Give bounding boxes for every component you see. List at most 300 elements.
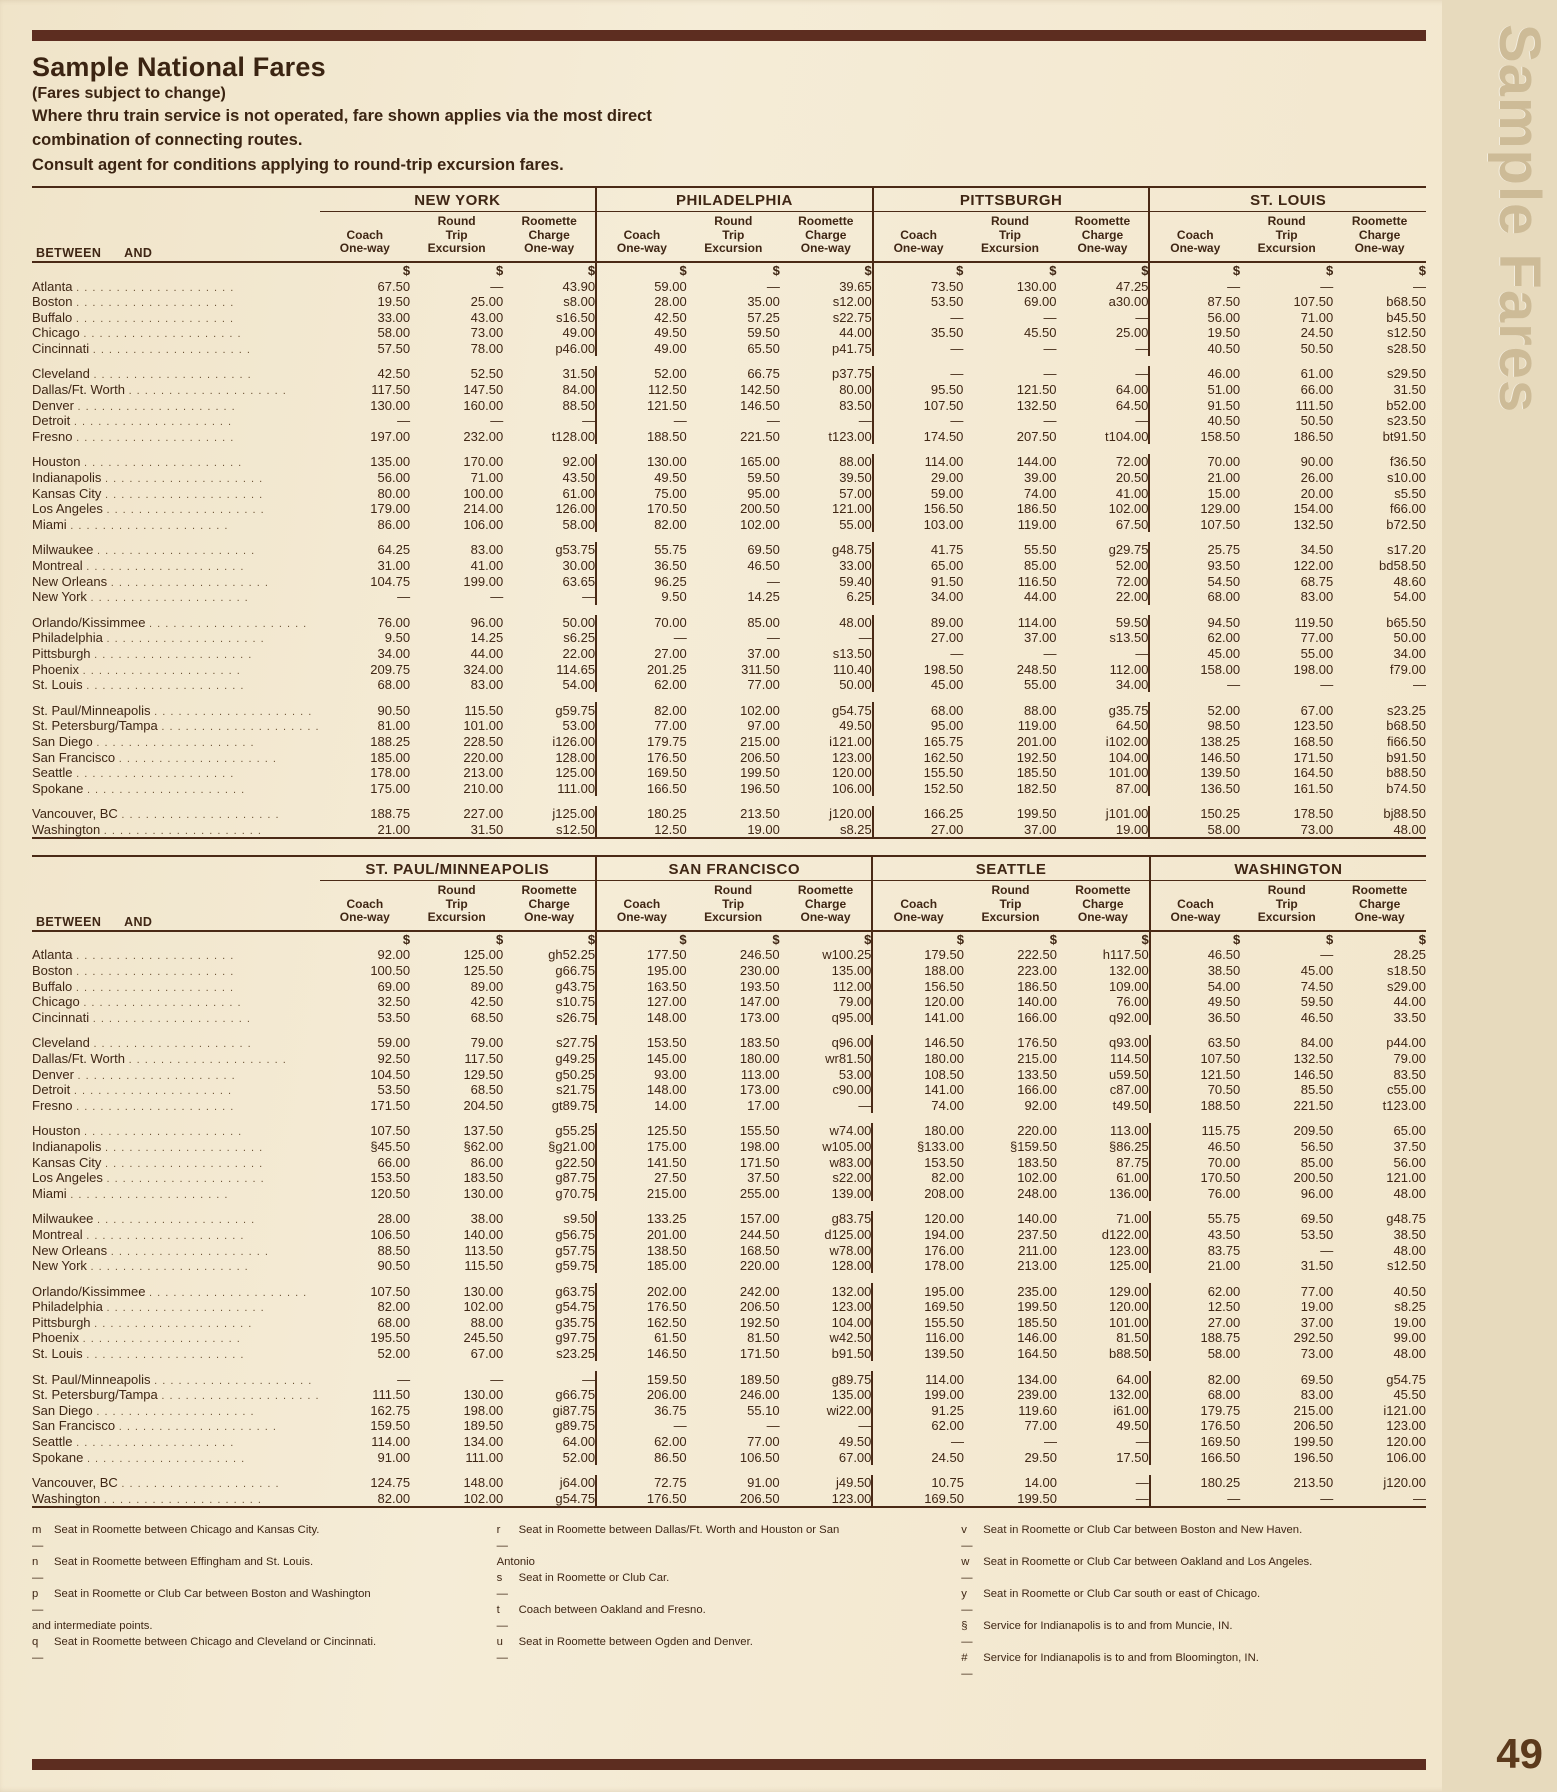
fare-cell: 166.25: [873, 806, 964, 822]
fare-cell: 232.00: [463, 428, 504, 444]
fare-cell: §159.50: [1009, 1138, 1057, 1154]
fare-cell: 161.50: [1293, 780, 1334, 796]
fare-cell: 67.00: [1300, 702, 1334, 718]
footnote-text: Service for Indianapolis is to and from Muncie, IN.: [983, 1620, 1233, 1633]
fare-cell: 59.50: [747, 325, 780, 341]
fare-cell: 64.50: [1115, 397, 1149, 413]
fare-cell: g63.75: [555, 1283, 596, 1299]
fare-cell: 136.00: [1108, 1185, 1149, 1201]
fare-cell: 19.00: [747, 821, 780, 837]
currency-symbol: $: [864, 262, 872, 278]
row-city: Cleveland . . . . . . . . . . . . . . . . . . . .: [32, 1035, 252, 1051]
fare-cell: g48.75: [831, 542, 872, 558]
footnote-continuation: and intermediate points.: [32, 1620, 153, 1633]
row-city: Seattle . . . . . . . . . . . . . . . . . . . .: [32, 765, 235, 781]
fare-cell: 31.50: [470, 821, 504, 837]
footnote-text: Service for Indianapolis is to and from Bloomington, IN.: [983, 1652, 1259, 1665]
fare-cell: 6.25: [846, 589, 872, 605]
currency-row: [32, 262, 1426, 279]
fare-cell: 51.00: [1149, 382, 1240, 398]
table-row: [32, 1170, 1426, 1186]
fare-cell: 45.50: [1023, 325, 1057, 341]
fare-cell: 153.50: [872, 1154, 964, 1170]
fare-cell: w83.00: [829, 1154, 872, 1170]
fare-cell: 171.50: [1293, 749, 1334, 765]
fare-cell: 77.00: [1300, 630, 1334, 646]
fare-cell: —: [1135, 645, 1149, 661]
fare-cell: 95.50: [873, 382, 964, 398]
fare-cell: 82.00: [872, 1170, 964, 1186]
fare-cell: 129.00: [1149, 501, 1240, 517]
fare-cell: g43.75: [555, 978, 596, 994]
fare-cell: g35.75: [555, 1314, 596, 1330]
table-row: [32, 397, 1426, 413]
fare-cell: b65.50: [1386, 614, 1426, 630]
fare-cell: 209.50: [1293, 1123, 1334, 1139]
fare-cell: 28.00: [596, 294, 687, 310]
fare-cell: 50.00: [839, 677, 872, 693]
fare-cell: 57.50: [377, 340, 411, 356]
row-spacer: [32, 444, 1426, 454]
fare-cell: s8.00: [563, 294, 596, 310]
fare-cell: 179.75: [596, 734, 687, 750]
fare-cell: —: [1413, 677, 1426, 693]
fare-cell: 68.75: [1300, 573, 1334, 589]
row-city: Miami . . . . . . . . . . . . . . . . . . . .: [32, 1185, 229, 1201]
table-row: [32, 1346, 1426, 1362]
col-roomette-1: Roomette Charge One-way: [521, 214, 577, 256]
fare-cell: 199.50: [1293, 1434, 1334, 1450]
fare-cell: 148.00: [596, 1010, 687, 1026]
fare-cell: 140.00: [1017, 994, 1057, 1010]
fare-cell: w42.50: [829, 1330, 872, 1346]
page-number: 49: [1496, 1730, 1543, 1777]
fare-cell: 103.00: [873, 517, 964, 533]
fare-cell: 112.00: [1109, 661, 1149, 677]
fare-cell: 108.50: [872, 1066, 964, 1082]
fare-cell: 96.25: [596, 573, 687, 589]
fare-cell: s16.50: [556, 309, 596, 325]
footnote-text: Seat in Roomette or Club Car.: [518, 1572, 670, 1585]
fare-cell: 77.00: [596, 718, 687, 734]
footnote-column-3: [961, 1522, 1426, 1682]
row-city: Vancouver, BC . . . . . . . . . . . . . . . . . . . .: [32, 806, 280, 822]
fare-cell: 145.00: [596, 1051, 687, 1067]
footnote-item: [497, 1634, 948, 1666]
fare-cell: 74.00: [1023, 485, 1057, 501]
row-city: Kansas City . . . . . . . . . . . . . . . . . . . .: [32, 485, 264, 501]
fare-cell: c55.00: [1386, 1082, 1426, 1098]
col-coach-2: Coach One-way: [596, 881, 687, 931]
fare-cell: —: [766, 278, 780, 294]
fare-cell: 132.50: [1293, 516, 1334, 532]
fare-cell: 80.00: [377, 485, 411, 501]
table-row: [32, 765, 1426, 781]
fare-cell: 44.00: [1023, 589, 1057, 605]
fare-cell: 141.00: [872, 1010, 964, 1026]
fare-cell: 123.00: [1108, 1242, 1149, 1258]
fare-cell: 165.00: [740, 454, 780, 470]
fare-cell: 19.00: [1393, 1314, 1426, 1330]
fare-cell: —: [1043, 1434, 1057, 1450]
fare-cell: 56.50: [1300, 1138, 1334, 1154]
fare-cell: 22.00: [562, 645, 596, 661]
fare-cell: 138.25: [1149, 734, 1240, 750]
page-title: Sample National Fares: [32, 52, 326, 82]
table-row: [32, 677, 1426, 693]
fare-cell: 37.00: [1300, 1314, 1334, 1330]
fare-cell: 246.00: [739, 1387, 780, 1403]
currency-symbol: $: [1141, 262, 1149, 278]
fare-cell: 198.00: [1293, 661, 1334, 677]
fare-cell: 42.50: [596, 309, 687, 325]
fare-cell: 59.50: [747, 470, 780, 486]
fare-cell: 109.00: [1108, 978, 1149, 994]
fare-cell: i61.00: [1113, 1402, 1149, 1418]
fare-cell: 125.00: [555, 765, 596, 781]
fare-cell: 142.50: [740, 382, 780, 398]
fare-cell: s17.20: [1386, 542, 1426, 558]
currency-symbol: $: [1418, 931, 1426, 947]
fare-cell: —: [596, 413, 687, 429]
fare-cell: p44.00: [1386, 1035, 1426, 1051]
fare-cell: s18.50: [1386, 963, 1426, 979]
footnote-key: t —: [496, 1604, 508, 1633]
fare-cell: 125.00: [463, 947, 504, 963]
fare-cell: 26.00: [1300, 470, 1334, 486]
fare-cell: 55.00: [839, 516, 872, 532]
fare-cell: 210.00: [463, 780, 504, 796]
fare-cell: 209.75: [370, 661, 411, 677]
fare-cell: bd58.50: [1379, 558, 1426, 574]
fare-cell: 199.50: [1017, 1490, 1057, 1506]
fare-cell: 86.00: [377, 516, 411, 532]
col-roomette-4: Roomette Charge One-way: [1351, 214, 1408, 256]
currency-symbol: $: [772, 262, 780, 278]
row-city: New Orleans . . . . . . . . . . . . . . . . . . . .: [32, 573, 269, 589]
fare-cell: 129.50: [463, 1066, 504, 1082]
fare-cell: 14.00: [1024, 1475, 1057, 1491]
fare-cell: 77.00: [1300, 1283, 1334, 1299]
row-city: Fresno . . . . . . . . . . . . . . . . . . . .: [32, 1097, 235, 1113]
fare-cell: 58.00: [562, 516, 596, 532]
fare-cell: 100.50: [370, 963, 411, 979]
table-row: [32, 1299, 1426, 1315]
fare-cell: —: [858, 413, 872, 429]
fare-cell: 36.75: [596, 1403, 687, 1419]
col-roomette-4: Roomette Charge One-way: [1351, 883, 1408, 925]
fare-cell: 170.50: [596, 501, 687, 517]
fare-cell: 55.75: [1150, 1211, 1241, 1227]
fare-cell: j101.00: [1105, 806, 1149, 822]
fare-cell: 48.00: [1393, 1185, 1426, 1201]
fare-cell: 81.50: [747, 1330, 780, 1346]
fare-cell: 91.25: [872, 1403, 964, 1419]
table-row: [32, 963, 1426, 979]
fare-cell: 87.00: [1115, 780, 1149, 796]
fare-cell: 153.50: [596, 1035, 687, 1051]
fare-cell: —: [1043, 366, 1057, 382]
fare-cell: 113.50: [464, 1242, 504, 1258]
fare-cell: 58.00: [377, 325, 411, 341]
fare-cell: 95.00: [873, 718, 964, 734]
fare-cell: 48.00: [1393, 1346, 1426, 1362]
fare-cell: 162.75: [370, 1402, 411, 1418]
fare-cell: 159.50: [596, 1371, 687, 1387]
fare-cell: 170.50: [1150, 1170, 1241, 1186]
fare-cell: 57.00: [839, 485, 872, 501]
fare-cell: 106.00: [831, 780, 872, 796]
fare-cell: 72.00: [1115, 454, 1149, 470]
row-city: Spokane . . . . . . . . . . . . . . . . . . . .: [32, 1449, 246, 1465]
fare-cell: §g21.00: [548, 1138, 596, 1154]
fare-cell: 36.50: [596, 558, 687, 574]
row-city: Dallas/Ft. Worth . . . . . . . . . . . . . . . . . . . .: [32, 1050, 287, 1066]
fare-cell: g59.75: [555, 1258, 596, 1274]
fare-cell: 255.00: [739, 1185, 780, 1201]
fare-cell: 128.00: [831, 1258, 872, 1274]
fare-cell: 130.00: [370, 397, 411, 413]
fare-cell: 176.00: [872, 1242, 964, 1258]
fare-cell: w78.00: [829, 1242, 872, 1258]
fare-cell: 90.50: [377, 1258, 411, 1274]
fare-cell: 198.00: [739, 1138, 780, 1154]
fare-cell: 34.00: [1115, 677, 1149, 693]
fare-cell: 134.00: [463, 1434, 504, 1450]
fare-cell: —: [872, 1434, 964, 1450]
currency-symbol: $: [873, 262, 964, 279]
fare-cell: 67.50: [377, 278, 411, 294]
table-row: [32, 1491, 1426, 1508]
fare-cell: 163.50: [596, 978, 687, 994]
fare-cell: 102.00: [463, 1299, 504, 1315]
fare-cell: 125.00: [1108, 1258, 1149, 1274]
fare-cell: 199.00: [463, 573, 504, 589]
fare-cell: 45.00: [1300, 963, 1334, 979]
fare-cell: 128.00: [555, 749, 596, 765]
fare-cell: 28.00: [377, 1211, 411, 1227]
fare-cell: 40.50: [1149, 341, 1240, 357]
fare-cell: g22.50: [555, 1154, 596, 1170]
fare-cell: 86.50: [596, 1449, 687, 1465]
table-row: [32, 325, 1426, 341]
fare-cell: 235.00: [1017, 1283, 1057, 1299]
fare-cell: 70.50: [1150, 1082, 1241, 1098]
footnote-key: u —: [496, 1636, 508, 1665]
fare-cell: —: [1320, 947, 1334, 963]
fare-cell: 88.50: [562, 397, 596, 413]
fare-cell: 120.00: [831, 765, 872, 781]
fare-cell: 67.50: [1115, 516, 1149, 532]
fare-cell: 9.50: [596, 589, 687, 605]
fare-cell: 25.00: [1115, 325, 1149, 341]
fare-cell: gi87.75: [552, 1402, 596, 1418]
fare-cell: 221.50: [740, 428, 780, 444]
table-row: [32, 309, 1426, 325]
fare-cell: 155.50: [739, 1123, 780, 1139]
fare-cell: —: [1320, 677, 1334, 693]
fare-cell: 140.00: [463, 1226, 504, 1242]
fare-cell: 173.00: [739, 1009, 780, 1025]
fare-cell: 28.25: [1393, 947, 1426, 963]
fare-cell: 207.50: [1016, 428, 1057, 444]
fare-cell: —: [490, 1371, 504, 1387]
fare-cell: 120.00: [872, 1211, 964, 1227]
row-city: St. Petersburg/Tampa . . . . . . . . . . . . . . . . . . . .: [32, 1387, 320, 1403]
row-city: San Francisco . . . . . . . . . . . . . . . . . . . .: [32, 1418, 277, 1434]
footnote-column-2: [497, 1522, 962, 1682]
fare-cell: 155.50: [873, 765, 964, 781]
fare-cell: 171.50: [739, 1346, 780, 1362]
fare-cell: 43.00: [470, 309, 504, 325]
table-row: [32, 1051, 1426, 1067]
fare-cell: t123.00: [828, 428, 872, 444]
fare-cell: s26.75: [556, 1009, 596, 1025]
fare-cell: 125.50: [596, 1123, 687, 1139]
fare-cell: 82.00: [596, 702, 687, 718]
fare-cell: 188.25: [370, 733, 411, 749]
currency-symbol: $: [1141, 931, 1149, 947]
row-city: Phoenix . . . . . . . . . . . . . . . . . . . .: [32, 1330, 241, 1346]
fare-cell: 248.50: [1016, 661, 1057, 677]
table-row: [32, 294, 1426, 310]
fare-cell: 62.00: [1149, 630, 1240, 646]
footnote-key: m —: [32, 1524, 44, 1553]
row-city: Washington . . . . . . . . . . . . . . . . . . . .: [32, 1490, 262, 1506]
fare-cell: 96.00: [1300, 1185, 1334, 1201]
row-city: Cleveland . . . . . . . . . . . . . . . . . . . .: [32, 366, 252, 382]
fare-cell: 202.00: [596, 1283, 687, 1299]
currency-symbol: $: [402, 931, 411, 947]
fare-cell: 158.50: [1149, 429, 1240, 445]
fare-cell: 127.00: [596, 994, 687, 1010]
fare-cell: 107.50: [1149, 517, 1240, 533]
fare-cell: 22.00: [1115, 589, 1149, 605]
fare-cell: 192.50: [1016, 749, 1057, 765]
fare-cell: 102.00: [463, 1490, 504, 1506]
table-row: [32, 1227, 1426, 1243]
fare-cell: 204.50: [463, 1097, 504, 1113]
fare-cell: wi22.00: [826, 1402, 872, 1418]
currency-symbol: $: [402, 262, 411, 278]
table-row: [32, 1449, 1426, 1465]
fare-cell: 62.00: [596, 677, 687, 693]
fare-cell: 176.50: [1017, 1035, 1057, 1051]
fare-cell: 33.00: [377, 309, 411, 325]
fare-cell: 215.00: [596, 1185, 687, 1201]
fare-cell: 246.50: [739, 947, 780, 963]
fare-cell: —: [1043, 413, 1057, 429]
fare-cell: —: [490, 413, 504, 429]
fare-cell: 94.50: [1149, 615, 1240, 631]
currency-row: [32, 931, 1426, 948]
table-row: [32, 1010, 1426, 1026]
row-city: Orlando/Kissimmee . . . . . . . . . . . . . . . . . . . .: [32, 1283, 308, 1299]
fare-cell: 116.00: [872, 1330, 964, 1346]
col-coach-3: Coach One-way: [873, 212, 964, 262]
fare-cell: —: [397, 1371, 411, 1387]
fare-cell: 193.50: [739, 978, 780, 994]
fare-cell: b72.50: [1386, 516, 1426, 532]
fare-cell: 81.00: [377, 718, 411, 734]
group-header-2: SAN FRANCISCO: [596, 856, 872, 881]
note-line-2: combination of connecting routes.: [32, 131, 303, 150]
fare-cell: 27.00: [873, 822, 964, 839]
footnote-item: [961, 1650, 1412, 1682]
fare-cell: b74.50: [1386, 780, 1426, 796]
fare-cell: 82.00: [377, 1299, 411, 1315]
fare-cell: 230.00: [739, 963, 780, 979]
fare-cell: 31.00: [377, 558, 411, 574]
footnote-key: § —: [961, 1620, 973, 1649]
fare-cell: 85.00: [1300, 1154, 1334, 1170]
col-coach-1: Coach One-way: [339, 896, 390, 925]
table-row: [32, 366, 1426, 382]
fare-cell: 59.00: [596, 278, 687, 294]
fare-cell: 67.00: [838, 1449, 872, 1465]
fare-cell: 33.00: [839, 558, 872, 574]
footnote-item: [32, 1522, 483, 1554]
fare-cell: d125.00: [824, 1226, 872, 1242]
fare-cell: 69.50: [747, 542, 780, 558]
fare-cell: 100.00: [463, 485, 504, 501]
fare-cell: 84.00: [562, 382, 596, 398]
fare-cell: 120.50: [370, 1185, 411, 1201]
fare-cell: 171.50: [370, 1097, 411, 1113]
table-row: [32, 542, 1426, 558]
fare-cell: j49.50: [835, 1475, 872, 1491]
fare-cell: g97.75: [555, 1330, 596, 1346]
fare-cell: 120.00: [872, 994, 964, 1010]
row-city: Denver . . . . . . . . . . . . . . . . . . . .: [32, 397, 236, 413]
fare-cell: 154.00: [1293, 501, 1334, 517]
currency-symbol: $: [596, 262, 687, 279]
fare-cell: 30.00: [562, 558, 596, 574]
fare-cell: 38.00: [470, 1211, 504, 1227]
table-row: [32, 485, 1426, 501]
fare-cell: 48.00: [839, 614, 872, 630]
fare-cell: 123.00: [1386, 1418, 1426, 1434]
fare-cell: §62.00: [463, 1138, 504, 1154]
fare-cell: —: [766, 413, 780, 429]
row-city: Atlanta . . . . . . . . . . . . . . . . . . . .: [32, 278, 235, 294]
fare-cell: 201.25: [596, 661, 687, 677]
fare-cell: gh52.25: [548, 947, 596, 963]
fare-cell: s29.50: [1386, 366, 1426, 382]
fare-cell: 156.50: [872, 978, 964, 994]
fare-cell: 222.50: [1017, 947, 1057, 963]
fare-cell: 180.00: [739, 1050, 780, 1066]
fare-cell: 58.00: [1149, 822, 1240, 839]
fare-cell: 248.00: [1017, 1185, 1057, 1201]
fare-cell: 38.50: [1150, 963, 1241, 979]
fare-cell: 50.00: [562, 614, 596, 630]
fare-cell: 33.50: [1393, 1009, 1426, 1025]
table-row: [32, 1387, 1426, 1403]
fare-cell: 24.50: [1300, 325, 1334, 341]
fare-cell: 213.00: [1017, 1258, 1057, 1274]
fare-cell: 44.00: [839, 325, 872, 341]
footnote-key: s —: [496, 1572, 508, 1601]
fare-cell: 199.50: [1017, 1299, 1057, 1315]
col-roomette-3: Roomette Charge One-way: [1075, 883, 1131, 925]
fare-cell: 96.00: [470, 614, 504, 630]
fare-cell: 195.00: [872, 1283, 964, 1299]
group-header-1: ST. PAUL/MINNEAPOLIS: [320, 856, 597, 881]
fare-cell: 137.50: [463, 1123, 504, 1139]
fare-cell: 120.00: [1108, 1299, 1149, 1315]
fare-cell: 175.00: [370, 780, 411, 796]
